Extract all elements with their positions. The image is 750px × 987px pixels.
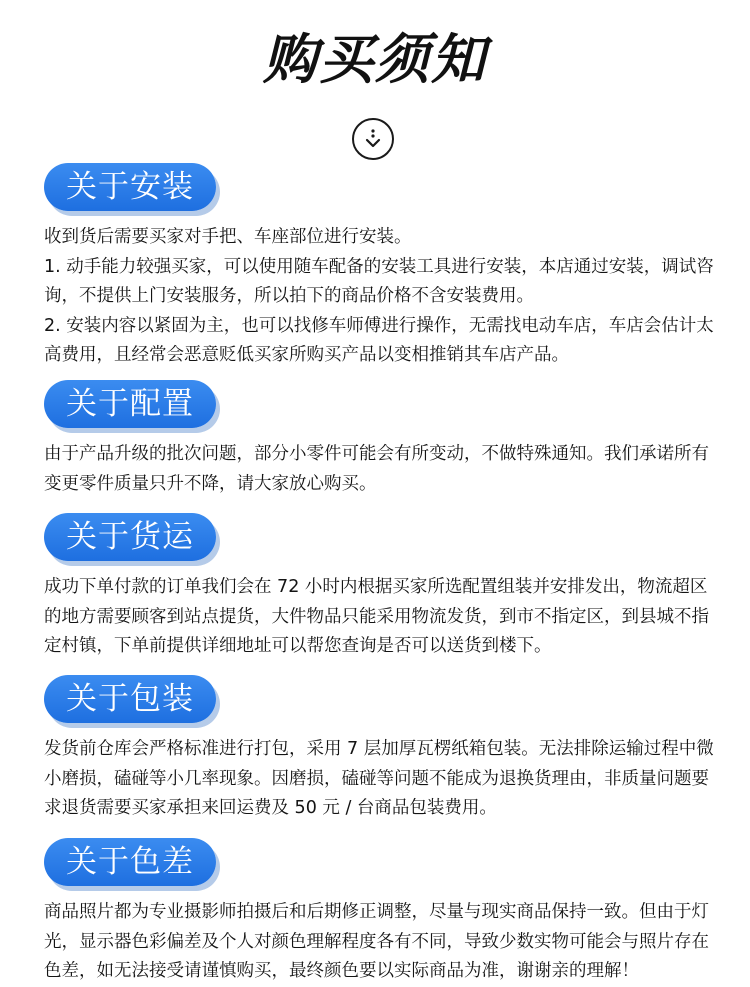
section-body (44, 898, 724, 987)
section-body (44, 223, 724, 371)
section-color-difference (44, 838, 724, 987)
section-heading-badge (44, 838, 216, 886)
section-heading: 关于包装 (66, 681, 194, 717)
section-body (44, 573, 724, 662)
section-configuration (44, 380, 724, 499)
paragraph: 商品照片都为专业摄影师拍摄后和后期修正调整，尽量与现实商品保持一致。但由于灯光，显示器色彩偏差及个人对颜色理解程度各有不同，导致少数实物可能会与照片存在色差，如无法接受请谨慎购买，最终颜色要以实际商品为准，谢谢亲的理解！ (44, 902, 709, 981)
section-body (44, 440, 724, 499)
section-heading-badge (44, 380, 216, 428)
section-heading-badge (44, 513, 216, 561)
section-heading: 关于色差 (66, 844, 194, 880)
section-heading-badge (44, 163, 216, 211)
paragraph: 发货前仓库会严格标准进行打包，采用 7 层加厚瓦楞纸箱包装。无法排除运输过程中微小磨损，磕碰等小几率现象。因磨损，磕碰等问题不能成为退换货理由，非质量问题要求退货需要买家承担来回运费及 50 元 / 台商品包装费用。 (44, 739, 714, 818)
section-body (44, 735, 724, 824)
section-heading: 关于安装 (66, 169, 194, 205)
section-packaging (44, 675, 724, 824)
section-heading: 关于货运 (66, 519, 194, 555)
paragraph: 由于产品升级的批次问题，部分小零件可能会有所变动，不做特殊通知。我们承诺所有变更零件质量只升不降，请大家放心购买。 (44, 444, 709, 494)
chevron-double-down-icon (352, 118, 394, 160)
paragraph: 收到货后需要买家对手把、车座部位进行安装。 (44, 227, 412, 247)
page-title: 购买须知 (263, 28, 487, 91)
paragraph: 2. 安装内容以紧固为主，也可以找修车师傅进行操作，无需找电动车店，车店会估计太高费用，且经常会恶意贬低买家所购买产品以变相推销其车店产品。 (44, 315, 714, 365)
paragraph: 1. 动手能力较强买家，可以使用随车配备的安装工具进行安装，本店通过安装，调试咨询，不提供上门安装服务，所以拍下的商品价格不含安装费用。 (44, 256, 714, 306)
section-heading: 关于配置 (66, 386, 194, 422)
section-shipping (44, 513, 724, 662)
section-heading-badge (44, 675, 216, 723)
section-installation (44, 163, 724, 371)
paragraph: 成功下单付款的订单我们会在 72 小时内根据买家所选配置组装并安排发出，物流超区的地方需要顾客到站点提货，大件物品只能采用物流发货，到市不指定区，到县城不指定村镇，下单前提供详细地址可以帮您查询是否可以送货到楼下。 (44, 577, 709, 656)
